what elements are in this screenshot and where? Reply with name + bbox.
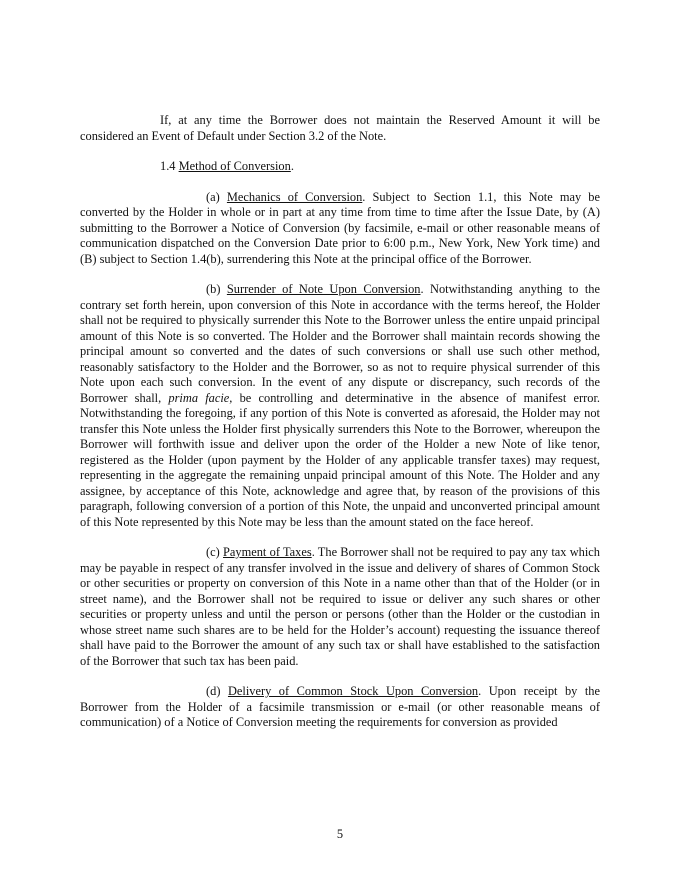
- intro-paragraph: If, at any time the Borrower does not maintain the Reserved Amount it will be considered an Event of Default under Section 3.2 of the Note.: [80, 113, 600, 143]
- subsection-a: [80, 190, 600, 268]
- subsection-d-label: (d): [206, 684, 221, 698]
- subsection-a-label: (a): [206, 189, 220, 204]
- section-title: Method of Conversion: [178, 159, 291, 173]
- subsection-d-title: Delivery of Common Stock Upon Conversion: [227, 684, 479, 698]
- section-heading: [80, 159, 600, 175]
- subsection-d-body: . Upon receipt by the Borrower from the Holder of a facsimile transmission or e-mail (or other reasonable means of communication) of a Notice of Conversion meeting the requirements for conversion as provided: [80, 684, 600, 729]
- subsection-c-body: . The Borrower shall not be required to pay any tax which may be payable in respect of any transfer involved in the issue and delivery of shares of Common Stock or other securities or property on conversion of this Note in a name other than that of the Holder (or in street name), and the Borrower shall not be required to issue or deliver any such shares or other securities or property unless and until the person or persons (other than the Holder or the custodian in whose street name such shares are to be held for the Holder’s account) requesting the issuance thereof shall have paid to the Borrower the amount of any such tax or shall have established to the satisfaction of the Borrower that such tax has been paid.: [80, 545, 600, 668]
- section-number: 1.4: [160, 159, 176, 173]
- subsection-d: [80, 684, 600, 731]
- section-title-end: .: [290, 159, 294, 173]
- subsection-b-title: Surrender of Note Upon Conversion: [226, 282, 421, 296]
- subsection-b: [80, 282, 600, 530]
- subsection-b-label: (b): [206, 282, 221, 296]
- subsection-b-body-end: be controlling and determinative in the absence of manifest error. Notwithstanding the foregoing, if any portion of this Note is converted as aforesaid, the Holder may not transfer this Note unless the Holder first physically surrenders this Note to the Borrower, whereupon the Borrower will forthwith issue and deliver upon the order of the Holder a new Note of like tenor, registered as the Holder (upon payment by the Holder of any applicable transfer taxes) may request, representing in the aggregate the remaining unpaid principal amount of this Note. The Holder and any assignee, by acceptance of this Note, acknowledge and agree that, by reason of the provisions of this paragraph, following conversion of a portion of this Note, the unpaid and unconverted principal amount of this Note represented by this Note may be less than the amount stated on the face hereof.: [80, 390, 601, 529]
- subsection-c-label: (c): [206, 545, 220, 559]
- subsection-a-title: Mechanics of Conversion: [226, 189, 363, 204]
- subsection-c: [80, 545, 600, 669]
- subsection-b-italic-term: prima facie,: [168, 390, 233, 405]
- page-number: 5: [336, 827, 344, 841]
- subsection-a-body: . Subject to Section 1.1, this Note may be converted by the Holder in whole or in part at any time from time to time after the Issue Date, by (A) submitting to the Borrower a Notice of Conversion (by facsimile, e-mail or other reasonable means of communication dispatched on the Conversion Date prior to 6:00 p.m., New York, New York time) and (B) subject to Section 1.4(b), surrendering this Note at the principal office of the Borrower.: [80, 189, 600, 266]
- document-body: [80, 113, 600, 731]
- subsection-b-body-start: . Notwithstanding anything to the contrary set forth herein, upon conversion of this Note in accordance with the terms hereof, the Holder shall not be required to physically surrender this Note to the Borrower unless the entire unpaid principal amount of this Note is so converted. The Holder and the Borrower shall maintain records showing the principal amount so converted and the dates of such conversions or shall use such other method, reasonably satisfactory to the Holder and the Borrower, so as not to require physical surrender of this Note upon each such conversion. In the event of any dispute or discrepancy, such records of the Borrower shall,: [80, 282, 600, 405]
- subsection-c-title: Payment of Taxes: [223, 545, 312, 559]
